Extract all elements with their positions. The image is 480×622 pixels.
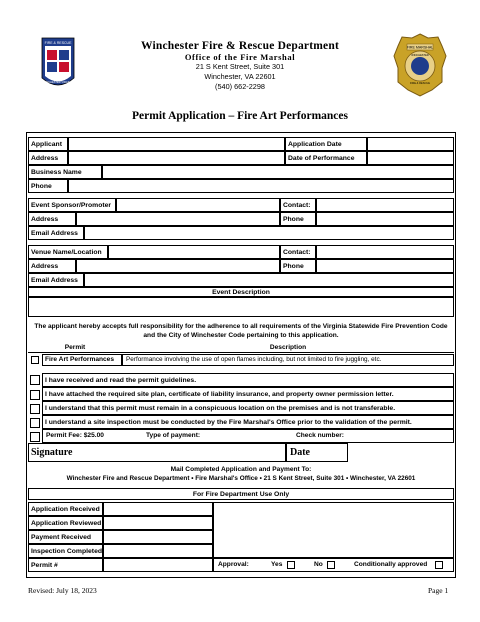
sponsor-phone-label: Phone — [280, 212, 316, 226]
application-date-label: Application Date — [285, 137, 367, 151]
office-use-header: For Fire Department Use Only — [28, 488, 454, 500]
address-line-1: 21 S Kent Street, Suite 301 — [195, 62, 285, 71]
business-name-field[interactable] — [102, 165, 454, 179]
revised-date: Revised: July 18, 2023 — [28, 586, 97, 595]
venue-address-label: Address — [28, 259, 76, 273]
phone-field[interactable] — [68, 179, 454, 193]
responsibility-statement: The applicant hereby accepts full responsibility for the adherence to all requirements of the Virginia Statewide Fire Prevention Code and the City of Winchester Code pertaining to this application. — [34, 323, 448, 339]
applicant-label: Applicant — [28, 137, 68, 151]
sponsor-email-label: Email Address — [28, 226, 84, 240]
permit-number-label: Permit # — [28, 558, 103, 572]
check-number-label: Check number: — [296, 432, 344, 439]
application-received-label: Application Received — [28, 502, 103, 516]
form-title: Permit Application – Fire Art Performances — [132, 110, 348, 122]
fire-marshal-badge-logo — [392, 32, 448, 98]
venue-contact-label: Contact: — [280, 245, 316, 259]
payment-received-label: Payment Received — [28, 530, 103, 544]
phone-number: (540) 662-2298 — [215, 82, 265, 91]
venue-name-label: Venue Name/Location — [28, 245, 108, 259]
venue-email-label: Email Address — [28, 273, 84, 287]
badge-text-bottom: FIRE & RESCUE — [410, 82, 430, 85]
application-reviewed-label: Application Reviewed — [28, 516, 103, 530]
approval-label: Approval: — [218, 561, 249, 568]
patch-text-top: FIRE & RESCUE — [44, 41, 72, 45]
event-description-label: Event Description — [28, 287, 454, 297]
approval-no-label: No — [314, 561, 323, 568]
inspection-completed-field[interactable] — [103, 544, 213, 558]
sponsor-email-field[interactable] — [84, 226, 454, 240]
permit-column-header: Permit — [28, 344, 122, 353]
date-of-performance-field[interactable] — [367, 151, 454, 165]
venue-phone-field[interactable] — [316, 259, 454, 273]
sponsor-contact-field[interactable] — [316, 198, 454, 212]
application-date-field[interactable] — [367, 137, 454, 151]
permit-name: Fire Art Performances — [42, 354, 122, 366]
permit-number-field[interactable] — [103, 558, 213, 572]
approval-yes-checkbox[interactable] — [287, 561, 295, 569]
application-reviewed-field[interactable] — [103, 516, 213, 530]
sponsor-phone-field[interactable] — [316, 212, 454, 226]
application-received-field[interactable] — [103, 502, 213, 516]
conditionally-approved-label: Conditionally approved — [354, 561, 428, 568]
type-of-payment-label: Type of payment: — [146, 432, 201, 439]
fire-art-permit-checkbox[interactable] — [31, 356, 39, 364]
sponsor-contact-label: Contact: — [280, 198, 316, 212]
address-field[interactable] — [68, 151, 285, 165]
ack-checkbox-3[interactable] — [30, 404, 40, 414]
sponsor-address-field[interactable] — [76, 212, 280, 226]
office-name: Office of the Fire Marshal — [184, 52, 296, 62]
event-sponsor-field[interactable] — [116, 198, 280, 212]
notes-field[interactable] — [213, 502, 454, 558]
sponsor-address-label: Address — [28, 212, 76, 226]
permit-description: Performance involving the use of open flames including, but not limited to fire juggling, etc. — [122, 354, 454, 366]
venue-email-field[interactable] — [84, 273, 454, 287]
business-name-label: Business Name — [28, 165, 102, 179]
inspection-completed-label: Inspection Completed — [28, 544, 103, 558]
ack-checkbox-1[interactable] — [30, 375, 40, 385]
permit-fee-checkbox[interactable] — [30, 432, 40, 442]
ack-text-2: I have attached the required site plan, certificate of liability insurance, and property owner permission letter. — [42, 387, 454, 401]
ack-checkbox-2[interactable] — [30, 390, 40, 400]
venue-contact-field[interactable] — [316, 245, 454, 259]
conditionally-approved-checkbox[interactable] — [435, 561, 443, 569]
ack-text-1: I have received and read the permit guidelines. — [42, 373, 454, 387]
date-of-performance-label: Date of Performance — [285, 151, 367, 165]
venue-name-field[interactable] — [108, 245, 280, 259]
patch-text-bottom: WINCHESTER VIRGINIA — [43, 81, 73, 84]
signature-label: Signature — [31, 447, 73, 458]
approval-no-checkbox[interactable] — [327, 561, 335, 569]
ack-text-4: I understand a site inspection must be conducted by the Fire Marshal's Office prior to the validation of the permit. — [42, 415, 454, 429]
phone-label: Phone — [28, 179, 68, 193]
date-label: Date — [290, 447, 310, 458]
page-number: Page 1 — [428, 586, 449, 595]
address-label: Address — [28, 151, 68, 165]
approval-yes-label: Yes — [271, 561, 283, 568]
description-column-header: Description — [122, 344, 454, 353]
permit-fee: Permit Fee: $25.00 — [46, 432, 104, 439]
applicant-field[interactable] — [68, 137, 285, 151]
department-name: Winchester Fire & Rescue Department — [141, 40, 339, 52]
mail-to-heading: Mail Completed Application and Payment To: — [170, 466, 312, 473]
event-sponsor-label: Event Sponsor/Promoter — [28, 198, 116, 212]
ack-checkbox-4[interactable] — [30, 418, 40, 428]
ack-text-3: I understand that this permit must remain in a conspicuous location on the premises and is not transferable. — [42, 401, 454, 415]
venue-phone-label: Phone — [280, 259, 316, 273]
address-line-2: Winchester, VA 22601 — [204, 72, 276, 81]
mail-to-address: Winchester Fire and Rescue Department • Fire Marshal's Office • 21 S Kent Street, Suite 301 • Winchester, VA 22601 — [66, 475, 416, 482]
event-description-field[interactable] — [28, 297, 454, 317]
venue-address-field[interactable] — [76, 259, 280, 273]
badge-text-mid: WINCHESTER — [411, 54, 429, 57]
payment-received-field[interactable] — [103, 530, 213, 544]
badge-text-top: FIRE MARSHAL — [406, 45, 434, 50]
